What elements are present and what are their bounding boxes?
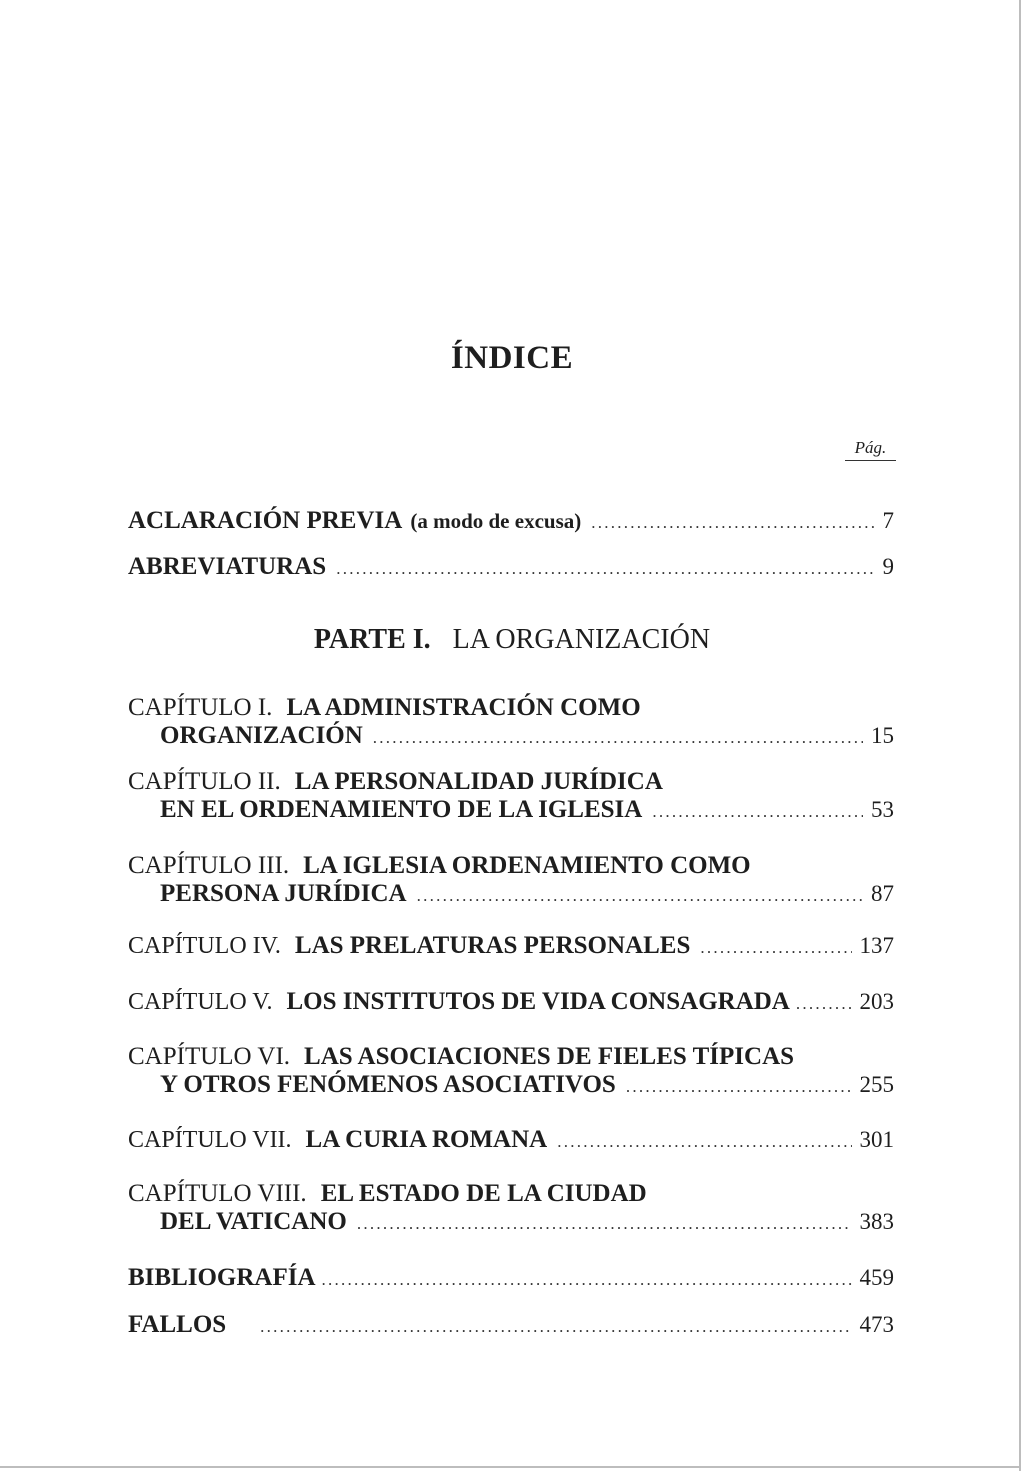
chapter-label: CAPÍTULO VIII. xyxy=(128,1180,307,1207)
dot-leader xyxy=(700,938,851,958)
toc-page-number: 301 xyxy=(859,1127,894,1152)
chapter-continuation[interactable] xyxy=(160,880,894,908)
toc-entry-bibliografia[interactable] xyxy=(128,1264,894,1292)
page-title: ÍNDICE xyxy=(450,340,574,376)
chapter-title: LAS ASOCIACIONES DE FIELES TÍPICAS xyxy=(304,1043,795,1070)
chapter-title-line2: DEL VATICANO xyxy=(160,1208,347,1235)
dot-leader xyxy=(336,559,874,579)
dot-leader xyxy=(357,1214,852,1234)
toc-page-number: 15 xyxy=(871,723,894,748)
chapter-title: LAS PRELATURAS PERSONALES xyxy=(294,932,691,959)
chapter-title: LA ADMINISTRACIÓN COMO xyxy=(286,694,641,721)
dot-leader xyxy=(796,994,852,1014)
toc-entry-title: FALLOS xyxy=(128,1311,227,1338)
part-label: PARTE I. xyxy=(313,624,431,655)
toc-entry-abreviaturas[interactable] xyxy=(128,553,894,581)
page-edge xyxy=(0,1466,1021,1468)
dot-leader xyxy=(417,886,863,906)
chapter-title-line2: EN EL ORDENAMIENTO DE LA IGLESIA xyxy=(160,796,643,823)
dot-leader xyxy=(373,728,863,748)
toc-page-number: 255 xyxy=(859,1072,894,1097)
chapter-title: LA IGLESIA ORDENAMIENTO COMO xyxy=(303,852,751,879)
toc-page-number: 473 xyxy=(859,1312,894,1337)
chapter-label: CAPÍTULO III. xyxy=(128,852,290,879)
page-edge xyxy=(1019,0,1021,1471)
dot-leader xyxy=(652,802,863,822)
chapter-label: CAPÍTULO I. xyxy=(128,694,273,721)
chapter-entry[interactable] xyxy=(128,1126,894,1154)
chapter-label: CAPÍTULO VII. xyxy=(128,1127,292,1153)
part-heading xyxy=(0,624,1024,656)
part-title: LA ORGANIZACIÓN xyxy=(452,624,711,655)
toc-entry-title: ABREVIATURAS xyxy=(128,553,327,580)
toc-page-number: 137 xyxy=(859,933,894,958)
chapter-entry[interactable] xyxy=(128,932,894,960)
toc-page-number: 53 xyxy=(871,797,894,822)
toc-page-number: 87 xyxy=(871,881,894,906)
chapter-title: LOS INSTITUTOS DE VIDA CONSAGRADA xyxy=(286,988,790,1015)
toc-entry-fallos[interactable] xyxy=(128,1311,894,1339)
chapter-heading[interactable] xyxy=(128,852,751,880)
toc-entry-title: ACLARACIÓN PREVIA xyxy=(128,507,403,534)
chapter-continuation[interactable] xyxy=(160,1208,894,1236)
chapter-title: LA PERSONALIDAD JURÍDICA xyxy=(294,768,663,795)
toc-page-number: 459 xyxy=(859,1265,894,1290)
chapter-label: CAPÍTULO VI. xyxy=(128,1043,291,1070)
chapter-heading[interactable] xyxy=(128,694,641,722)
toc-page-number: 9 xyxy=(882,554,894,579)
chapter-label: CAPÍTULO V. xyxy=(128,989,273,1015)
dot-leader xyxy=(591,513,874,533)
chapter-heading[interactable] xyxy=(128,1180,647,1208)
dot-leader xyxy=(557,1132,851,1152)
toc-entry-title: BIBLIOGRAFÍA xyxy=(128,1264,316,1291)
chapter-label: CAPÍTULO II. xyxy=(128,768,281,795)
page-column-header: Pág. xyxy=(845,438,896,461)
chapter-title-line2: PERSONA JURÍDICA xyxy=(160,880,407,907)
chapter-label: CAPÍTULO IV. xyxy=(128,933,281,959)
toc-entry-aclaracion[interactable] xyxy=(128,507,894,535)
toc-page-number: 383 xyxy=(859,1209,894,1234)
dot-leader xyxy=(626,1077,852,1097)
chapter-title: LA CURIA ROMANA xyxy=(305,1126,548,1153)
chapter-title-line2: ORGANIZACIÓN xyxy=(160,722,363,749)
chapter-heading[interactable] xyxy=(128,1043,794,1071)
chapter-title-line2: Y OTROS FENÓMENOS ASOCIATIVOS xyxy=(160,1071,616,1098)
chapter-heading[interactable] xyxy=(128,768,663,796)
toc-page-number: 203 xyxy=(859,989,894,1014)
dot-leader xyxy=(322,1270,852,1290)
chapter-continuation[interactable] xyxy=(160,796,894,824)
toc-page-number: 7 xyxy=(882,508,894,533)
chapter-title: EL ESTADO DE LA CIUDAD xyxy=(320,1180,647,1207)
chapter-continuation[interactable] xyxy=(160,1071,894,1099)
dot-leader xyxy=(260,1317,851,1337)
toc-entry-subtitle: (a modo de excusa) xyxy=(410,509,582,533)
chapter-entry[interactable] xyxy=(128,988,894,1016)
chapter-continuation[interactable] xyxy=(160,722,894,750)
